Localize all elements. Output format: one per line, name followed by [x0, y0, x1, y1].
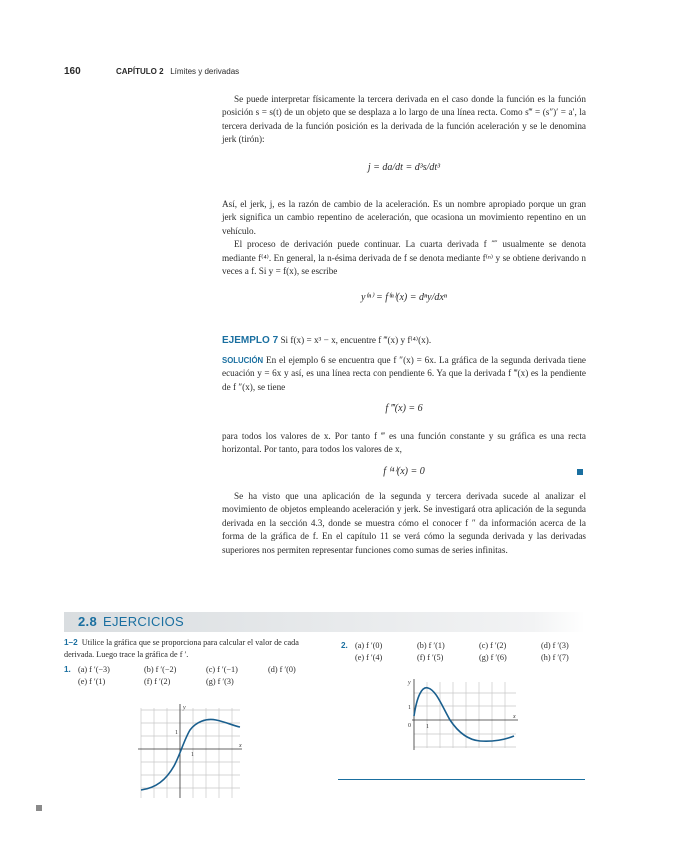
column-rule	[338, 779, 585, 780]
exercise-item: (d) f ′(3)	[541, 641, 569, 650]
example-statement: Si f(x) = x³ − x, encuentre f ‴(x) y f⁽⁴⁾(x).	[280, 335, 432, 345]
paragraph-constant	[222, 430, 586, 457]
exercise-item: (f) f ′(2)	[144, 676, 171, 686]
origin-label: 0	[408, 723, 411, 729]
y-tick-label: 1	[175, 730, 178, 736]
paragraph-applications	[222, 490, 586, 557]
section-name: EJERCICIOS	[102, 614, 184, 629]
example-7	[222, 334, 586, 347]
exercise-item: (h) f ′(7)	[541, 652, 569, 662]
paragraph-jerk-intro	[222, 93, 586, 147]
axes	[138, 704, 242, 798]
example-label: EJEMPLO 7	[222, 335, 279, 346]
page-number: 160	[64, 66, 81, 77]
grid-lines	[414, 682, 516, 748]
x-axis-label: x	[239, 743, 242, 749]
exercise-item: (c) f ′(−1)	[206, 665, 238, 674]
exercise-item: (e) f ′(1)	[78, 676, 106, 686]
exercise-number: 1.	[64, 665, 71, 674]
solution-label: SOLUCIÓN	[222, 356, 264, 365]
x-tick-label: 1	[426, 724, 429, 730]
equation-nth-derivative: y⁽ⁿ⁾ = f⁽ⁿ⁾(x) = dⁿy/dxⁿ	[361, 292, 447, 303]
paragraph-text: Se puede interpretar físicamente la tercera derivada en el caso donde la función es la función posición s = s(t) de un objeto que se desplaza a lo largo de una línea recta. Como s‴ = (s″)′ = a′, la tercera derivada de la función posición es la derivada de la función aceleración y se le denomina jerk (tirón):	[222, 94, 586, 145]
exercise-1	[64, 664, 324, 687]
exercise-range: 1–2	[64, 638, 78, 647]
exercise-number: 2.	[341, 641, 348, 650]
graph-exercise-1	[136, 700, 246, 800]
section-title	[78, 614, 184, 629]
paragraph-text: para todos los valores de x. Por tanto f ‴ es una función constante y su gráfica es una recta horizontal. Por tanto, para todos los valores de x,	[222, 431, 586, 455]
exercise-instructions	[64, 637, 312, 660]
solution-text: En el ejemplo 6 se encuentra que f ″(x) = 6x. La gráfica de la segunda derivada tiene ecuación y = 6x y así, es una línea recta con pendiente 6. Ya que la derivada f ‴(x) es la pendiente de f ″(x), se tiene	[222, 355, 586, 392]
graph-exercise-2	[404, 676, 520, 756]
x-tick-label: 1	[191, 752, 194, 758]
exercise-item: (d) f ′(0)	[268, 665, 296, 674]
exercise-item: (f) f ′(5)	[417, 652, 444, 662]
y-axis-label: y	[408, 680, 411, 686]
paragraph-jerk-meaning	[222, 198, 586, 278]
exercise-item: (g) f ′(3)	[206, 676, 234, 686]
paragraph-text: Se ha visto que una aplicación de la segunda y tercera derivada sucede al analizar el movimiento de objetos empleando aceleración y jerk. Se investigará otra aplicación de la segunda derivada en la sección 4.3, donde se muestra cómo el conocer f ″ da información acerca de la forma de la gráfica de f. En el capítulo 11 se verá cómo la segunda derivada y las derivadas superiores nos permiten representar funciones como sumas de series infinitas.	[222, 491, 586, 555]
y-tick-label: 1	[408, 705, 411, 711]
equation-third-derivative: f ‴(x) = 6	[385, 403, 423, 414]
exercise-2	[341, 640, 591, 663]
section-number: 2.8	[78, 614, 97, 629]
exercise-item: (e) f ′(4)	[355, 652, 383, 662]
running-header	[116, 67, 239, 76]
solution-block	[222, 354, 586, 394]
exercise-item: (b) f ′(1)	[417, 641, 445, 650]
exercise-item: (a) f ′(0)	[355, 641, 383, 650]
chapter-title: Límites y derivadas	[170, 67, 240, 76]
equation-jerk: j = da/dt = d³s/dt³	[367, 162, 441, 173]
equation-fourth-derivative: f ⁽⁴⁾(x) = 0	[383, 466, 425, 477]
paragraph-text: Así, el jerk, j, es la razón de cambio de la aceleración. Es un nombre apropiado porque un gran jerk significa un cambio repentino de aceleración, que ocasiona un movimiento repentino en un vehículo.	[222, 199, 586, 236]
instructions-text: Utilice la gráfica que se proporciona para calcular el valor de cada derivada. Luego trace la gráfica de f ′.	[64, 638, 299, 659]
end-of-example-marker	[577, 469, 583, 475]
exercise-item: (g) f ′(6)	[479, 652, 507, 662]
exercise-item: (b) f ′(−2)	[144, 665, 177, 674]
page-corner-marker	[36, 805, 42, 811]
x-axis-label: x	[513, 714, 516, 720]
y-axis-label: y	[183, 705, 186, 711]
chapter-label: CAPÍTULO 2	[116, 67, 164, 76]
paragraph-text: El proceso de derivación puede continuar. La cuarta derivada f ⁗ usualmente se denota mediante f⁽⁴⁾. En general, la n-ésima derivada de f se denota mediante f⁽ⁿ⁾ y se obtiene derivando n veces a f. Si y = f(x), se escribe	[222, 239, 586, 277]
function-curve	[414, 688, 514, 742]
exercise-item: (a) f ′(−3)	[78, 665, 110, 674]
exercise-item: (c) f ′(2)	[479, 641, 507, 650]
